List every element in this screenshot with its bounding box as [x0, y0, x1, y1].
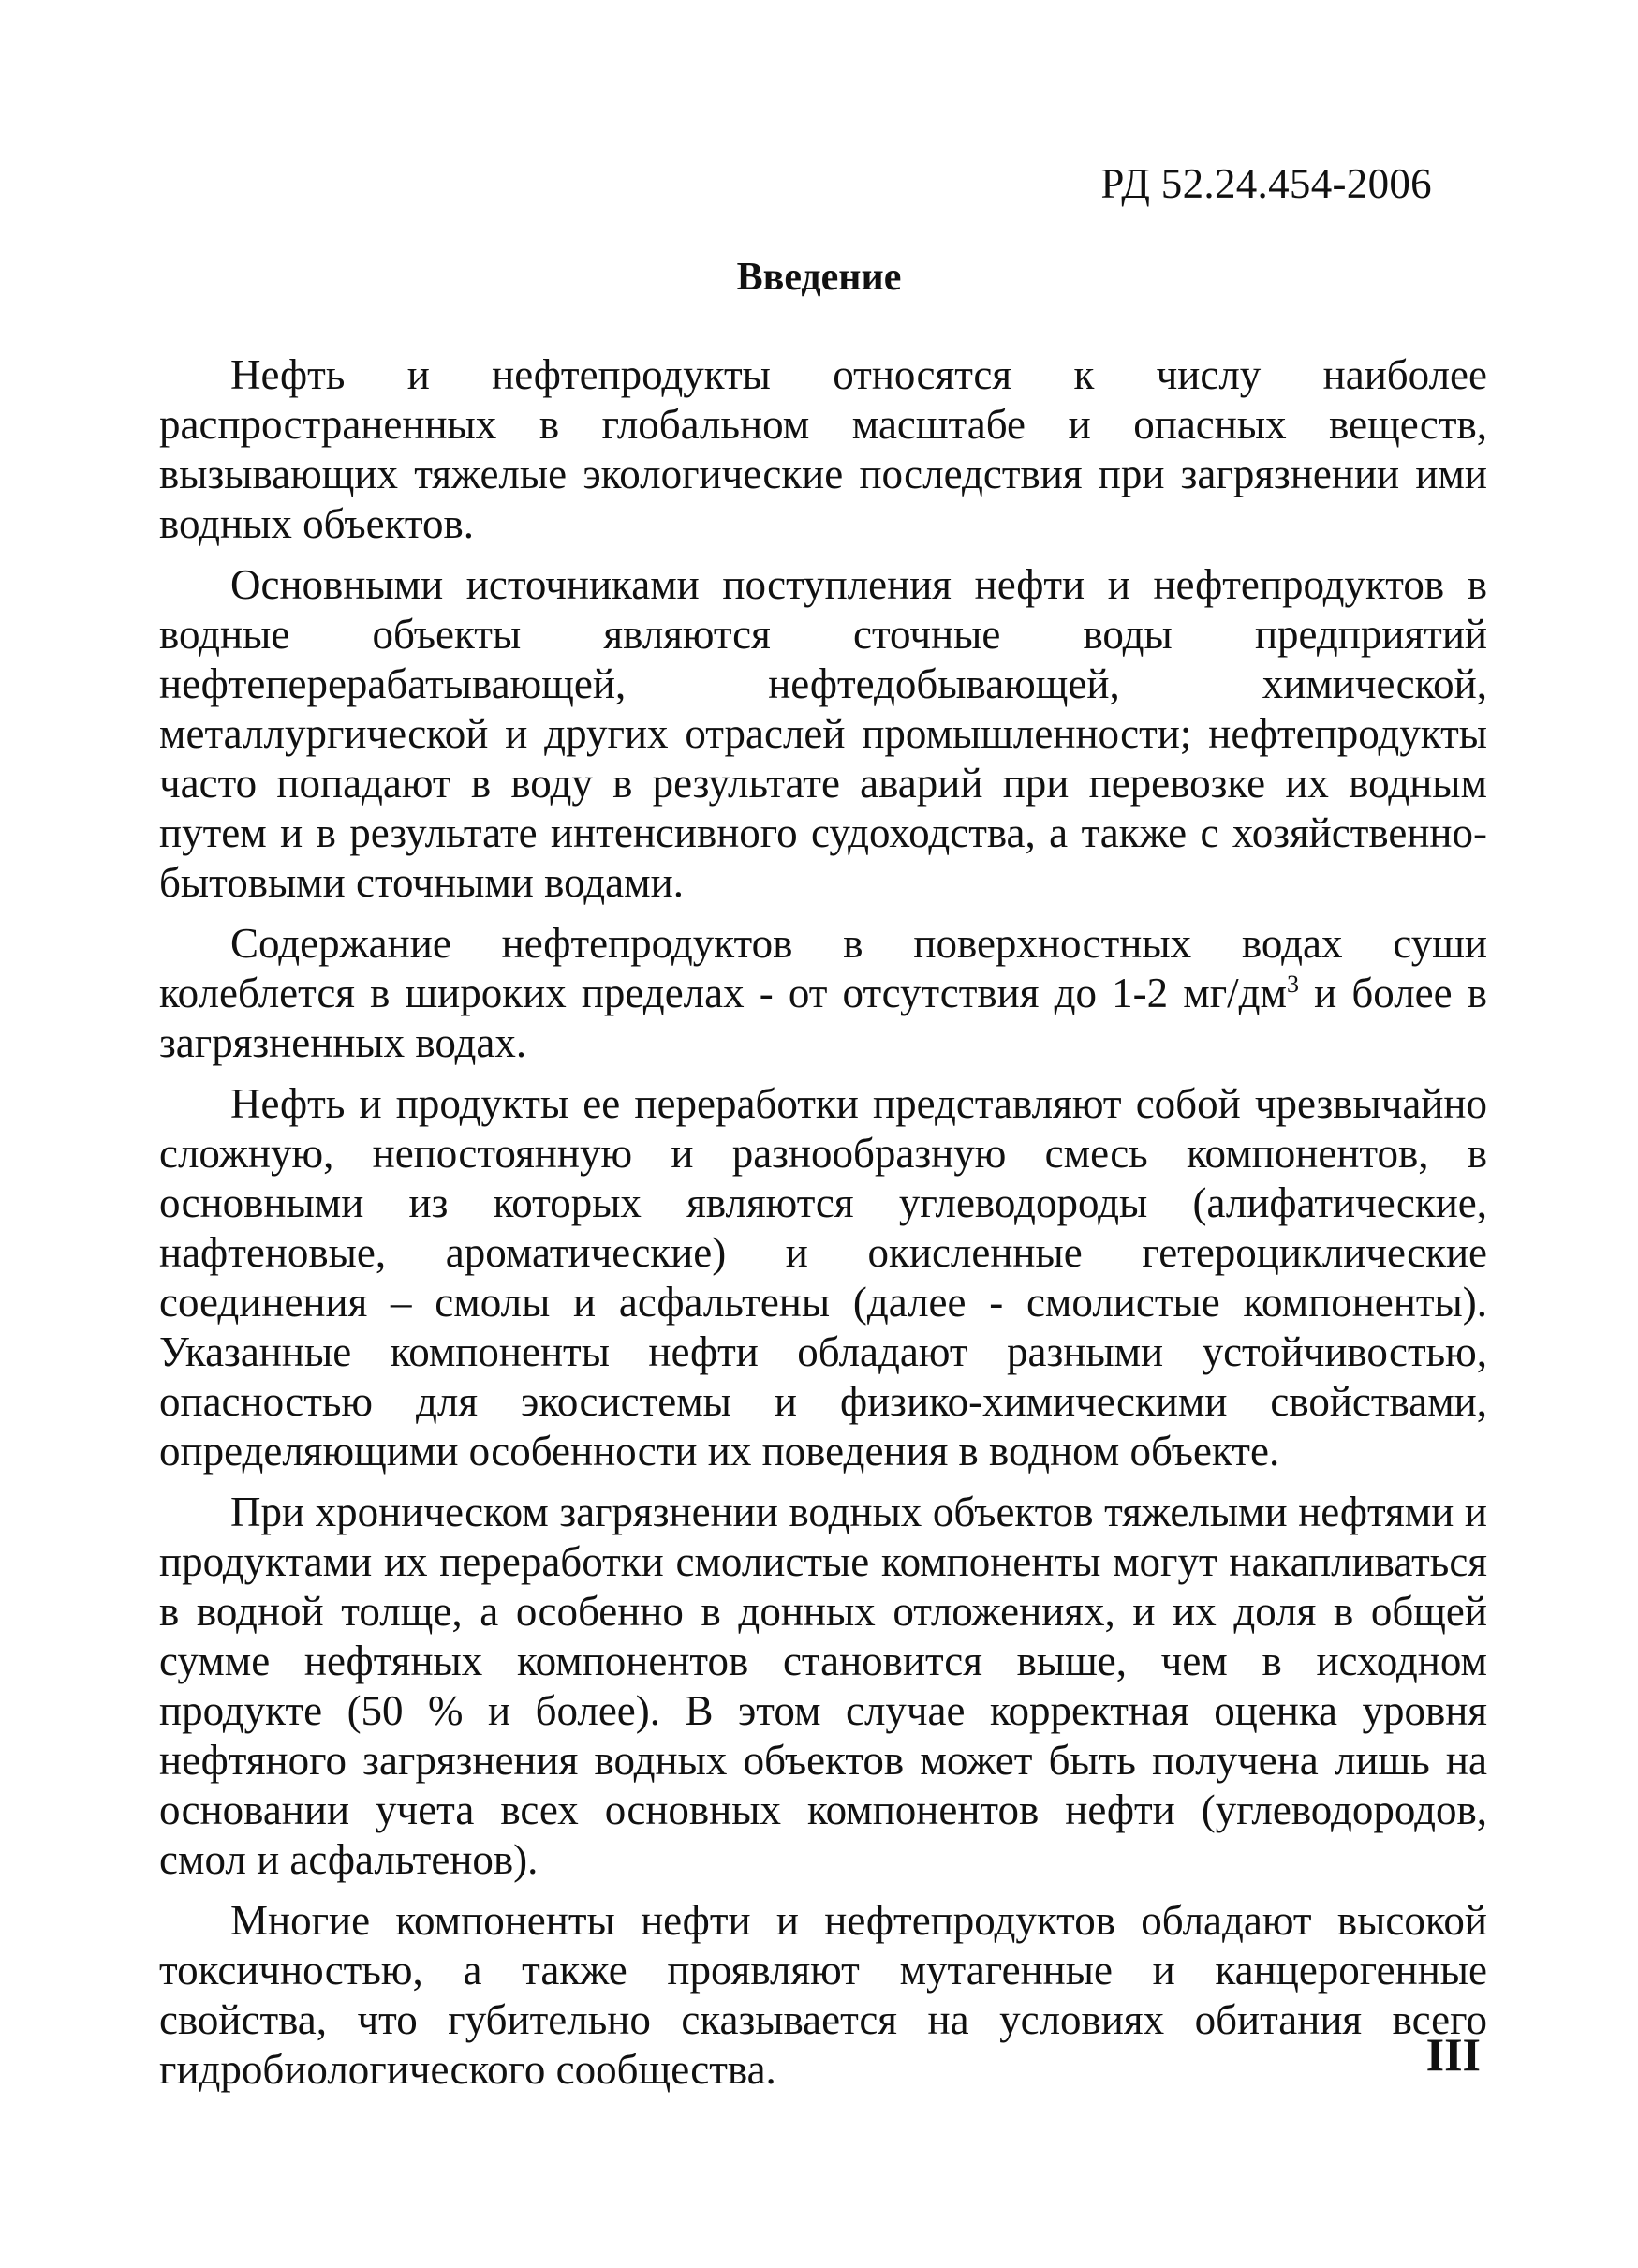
body-text — [159, 350, 1487, 2106]
paragraph-3-text-before: Содержание нефтепродуктов в поверхностных водах суши колеблется в широких пределах - от отсутствия до 1-2 мг/дм — [159, 920, 1487, 1016]
page-number: III — [1425, 2028, 1481, 2081]
paragraph-3-text-after: и более в загрязненных водах. — [159, 970, 1487, 1066]
paragraph-3 — [159, 919, 1487, 1068]
paragraph-2: Основными источниками поступления нефти и нефтепродуктов в водные объекты являются сточные воды предприятий нефтеперерабатывающей, нефтедобывающей, химической, металлургической и других отраслей промышленности; нефтепродукты часто попадают в воду в результате аварий при перевозке их водным путем и в результате интенсивного судоходства, а также с хозяйственно-бытовыми сточными водами. — [159, 561, 1487, 906]
superscript-cubed: 3 — [1287, 971, 1300, 998]
document-code: РД 52.24.454-2006 — [1100, 160, 1432, 207]
paragraph-1: Нефть и нефтепродукты относятся к числу наиболее распространенных в глобальном масштабе и опасных веществ, вызывающих тяжелые экологические последствия при загрязнении ими водных объектов. — [159, 351, 1487, 547]
paragraph-5: При хроническом загрязнении водных объектов тяжелыми нефтями и продуктами их переработки смолистые компоненты могут накапливаться в водной толще, а особенно в донных отложениях, и их доля в общей сумме нефтяных компонентов становится выше, чем в исходном продукте (50 % и более). В этом случае корректная оценка уровня нефтяного загрязнения водных объектов может быть получена лишь на основании учета всех основных компонентов нефти (углеводородов, смол и асфальтенов). — [159, 1489, 1487, 1883]
section-title: Введение — [736, 256, 902, 299]
paragraph-6: Многие компоненты нефти и нефтепродуктов обладают высокой токсичностью, а также проявляют мутагенные и канцерогенные свойства, что губительно сказывается на условиях обитания всего гидробиологического сообщества. — [159, 1897, 1487, 2093]
paragraph-4: Нефть и продукты ее переработки представляют собой чрезвычайно сложную, непостоянную и разнообразную смесь компонентов, в основными из которых являются углеводороды (алифатические, нафтеновые, ароматические) и окисленные гетероциклические соединения – смолы и асфальтены (далее - смолистые компоненты). Указанные компоненты нефти обладают разными устойчивостью, опасностью для экосистемы и физико-химическими свойствами, определяющими особенности их поведения в водном объекте. — [159, 1080, 1487, 1475]
